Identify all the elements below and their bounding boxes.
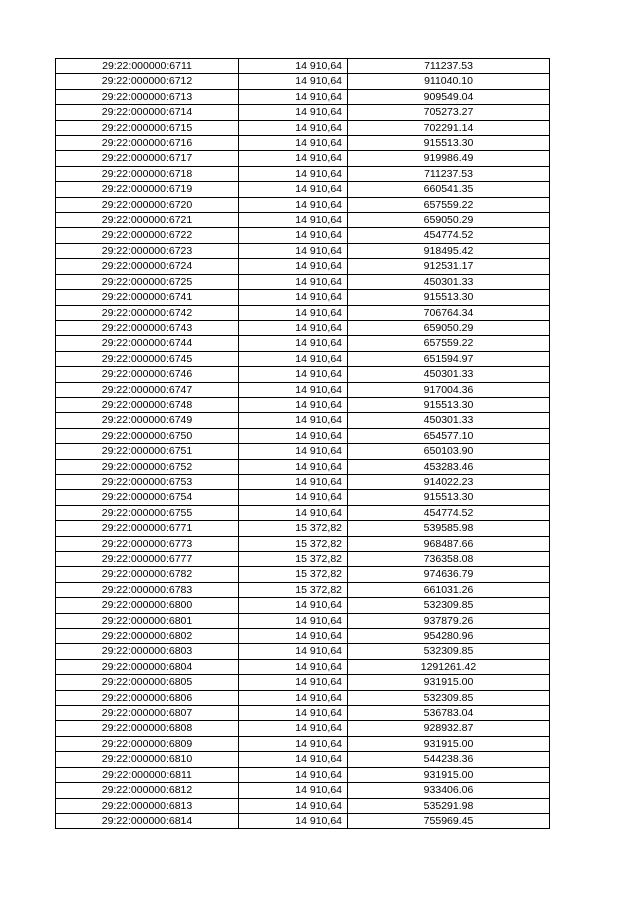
area-cell: 15 372,82 xyxy=(239,552,348,567)
area-cell: 14 910,64 xyxy=(239,444,348,459)
value-cell: 931915.00 xyxy=(348,736,550,751)
area-cell: 14 910,64 xyxy=(239,397,348,412)
value-cell: 911040.10 xyxy=(348,74,550,89)
cadastral-number-cell: 29:22:000000:6724 xyxy=(56,259,239,274)
value-cell: 918495.42 xyxy=(348,243,550,258)
cadastral-number-cell: 29:22:000000:6711 xyxy=(56,59,239,74)
value-cell: 532309.85 xyxy=(348,644,550,659)
cadastral-number-cell: 29:22:000000:6743 xyxy=(56,320,239,335)
table-row xyxy=(56,752,550,767)
area-cell: 14 910,64 xyxy=(239,274,348,289)
area-cell: 14 910,64 xyxy=(239,228,348,243)
cadastral-number-cell: 29:22:000000:6741 xyxy=(56,290,239,305)
area-cell: 14 910,64 xyxy=(239,459,348,474)
cadastral-number-cell: 29:22:000000:6723 xyxy=(56,243,239,258)
area-cell: 15 372,82 xyxy=(239,521,348,536)
cadastral-number-cell: 29:22:000000:6806 xyxy=(56,690,239,705)
value-cell: 933406.06 xyxy=(348,783,550,798)
value-cell: 659050.29 xyxy=(348,320,550,335)
value-cell: 915513.30 xyxy=(348,136,550,151)
cadastral-number-cell: 29:22:000000:6712 xyxy=(56,74,239,89)
cadastral-number-cell: 29:22:000000:6742 xyxy=(56,305,239,320)
table-row xyxy=(56,197,550,212)
value-cell: 954280.96 xyxy=(348,629,550,644)
table-row xyxy=(56,474,550,489)
cadastral-number-cell: 29:22:000000:6744 xyxy=(56,336,239,351)
table-row xyxy=(56,490,550,505)
area-cell: 14 910,64 xyxy=(239,736,348,751)
cadastral-number-cell: 29:22:000000:6800 xyxy=(56,598,239,613)
data-table xyxy=(55,58,550,829)
cadastral-number-cell: 29:22:000000:6805 xyxy=(56,675,239,690)
table-row xyxy=(56,305,550,320)
value-cell: 454774.52 xyxy=(348,505,550,520)
area-cell: 14 910,64 xyxy=(239,490,348,505)
value-cell: 657559.22 xyxy=(348,197,550,212)
area-cell: 14 910,64 xyxy=(239,813,348,828)
cadastral-number-cell: 29:22:000000:6717 xyxy=(56,151,239,166)
area-cell: 14 910,64 xyxy=(239,752,348,767)
area-cell: 14 910,64 xyxy=(239,213,348,228)
table-row xyxy=(56,74,550,89)
area-cell: 14 910,64 xyxy=(239,428,348,443)
area-cell: 14 910,64 xyxy=(239,798,348,813)
area-cell: 14 910,64 xyxy=(239,105,348,120)
value-cell: 535291.98 xyxy=(348,798,550,813)
cadastral-number-cell: 29:22:000000:6783 xyxy=(56,582,239,597)
cadastral-number-cell: 29:22:000000:6801 xyxy=(56,613,239,628)
area-cell: 14 910,64 xyxy=(239,182,348,197)
cadastral-number-cell: 29:22:000000:6748 xyxy=(56,397,239,412)
value-cell: 702291.14 xyxy=(348,120,550,135)
value-cell: 450301.33 xyxy=(348,367,550,382)
cadastral-number-cell: 29:22:000000:6720 xyxy=(56,197,239,212)
cadastral-number-cell: 29:22:000000:6749 xyxy=(56,413,239,428)
cadastral-number-cell: 29:22:000000:6722 xyxy=(56,228,239,243)
area-cell: 14 910,64 xyxy=(239,120,348,135)
area-cell: 14 910,64 xyxy=(239,413,348,428)
table-row xyxy=(56,89,550,104)
cadastral-number-cell: 29:22:000000:6811 xyxy=(56,767,239,782)
cadastral-number-cell: 29:22:000000:6812 xyxy=(56,783,239,798)
table-row xyxy=(56,798,550,813)
area-cell: 14 910,64 xyxy=(239,659,348,674)
value-cell: 450301.33 xyxy=(348,413,550,428)
table-row xyxy=(56,397,550,412)
value-cell: 453283.46 xyxy=(348,459,550,474)
table-row xyxy=(56,182,550,197)
value-cell: 928932.87 xyxy=(348,721,550,736)
value-cell: 919986.49 xyxy=(348,151,550,166)
cadastral-number-cell: 29:22:000000:6718 xyxy=(56,166,239,181)
table-row xyxy=(56,629,550,644)
value-cell: 931915.00 xyxy=(348,767,550,782)
table-row xyxy=(56,413,550,428)
cadastral-number-cell: 29:22:000000:6804 xyxy=(56,659,239,674)
cadastral-number-cell: 29:22:000000:6721 xyxy=(56,213,239,228)
cadastral-number-cell: 29:22:000000:6771 xyxy=(56,521,239,536)
area-cell: 14 910,64 xyxy=(239,767,348,782)
cadastral-number-cell: 29:22:000000:6719 xyxy=(56,182,239,197)
value-cell: 660541.35 xyxy=(348,182,550,197)
value-cell: 539585.98 xyxy=(348,521,550,536)
cadastral-number-cell: 29:22:000000:6745 xyxy=(56,351,239,366)
table-row xyxy=(56,598,550,613)
table-row xyxy=(56,120,550,135)
table-row xyxy=(56,736,550,751)
area-cell: 15 372,82 xyxy=(239,536,348,551)
area-cell: 14 910,64 xyxy=(239,783,348,798)
cadastral-number-cell: 29:22:000000:6755 xyxy=(56,505,239,520)
area-cell: 15 372,82 xyxy=(239,567,348,582)
area-cell: 14 910,64 xyxy=(239,644,348,659)
table-row xyxy=(56,259,550,274)
table-row xyxy=(56,228,550,243)
cadastral-number-cell: 29:22:000000:6809 xyxy=(56,736,239,751)
cadastral-number-cell: 29:22:000000:6750 xyxy=(56,428,239,443)
value-cell: 454774.52 xyxy=(348,228,550,243)
value-cell: 544238.36 xyxy=(348,752,550,767)
table-row xyxy=(56,783,550,798)
value-cell: 968487.66 xyxy=(348,536,550,551)
cadastral-number-cell: 29:22:000000:6810 xyxy=(56,752,239,767)
cadastral-number-cell: 29:22:000000:6808 xyxy=(56,721,239,736)
cadastral-number-cell: 29:22:000000:6715 xyxy=(56,120,239,135)
table-row xyxy=(56,351,550,366)
value-cell: 650103.90 xyxy=(348,444,550,459)
table-row xyxy=(56,367,550,382)
table-row xyxy=(56,105,550,120)
value-cell: 651594.97 xyxy=(348,351,550,366)
area-cell: 14 910,64 xyxy=(239,598,348,613)
table-row xyxy=(56,382,550,397)
table-row xyxy=(56,521,550,536)
table-row xyxy=(56,320,550,335)
table-row xyxy=(56,290,550,305)
value-cell: 654577.10 xyxy=(348,428,550,443)
cadastral-number-cell: 29:22:000000:6813 xyxy=(56,798,239,813)
value-cell: 532309.85 xyxy=(348,598,550,613)
table-row xyxy=(56,706,550,721)
value-cell: 711237.53 xyxy=(348,59,550,74)
cadastral-number-cell: 29:22:000000:6803 xyxy=(56,644,239,659)
table-row xyxy=(56,644,550,659)
table-row xyxy=(56,690,550,705)
cadastral-number-cell: 29:22:000000:6802 xyxy=(56,629,239,644)
table-row xyxy=(56,567,550,582)
area-cell: 14 910,64 xyxy=(239,305,348,320)
cadastral-number-cell: 29:22:000000:6782 xyxy=(56,567,239,582)
value-cell: 912531.17 xyxy=(348,259,550,274)
value-cell: 931915.00 xyxy=(348,675,550,690)
value-cell: 915513.30 xyxy=(348,290,550,305)
value-cell: 914022.23 xyxy=(348,474,550,489)
area-cell: 14 910,64 xyxy=(239,367,348,382)
cadastral-number-cell: 29:22:000000:6747 xyxy=(56,382,239,397)
table-row xyxy=(56,813,550,828)
area-cell: 14 910,64 xyxy=(239,721,348,736)
area-cell: 14 910,64 xyxy=(239,613,348,628)
area-cell: 14 910,64 xyxy=(239,675,348,690)
value-cell: 711237.53 xyxy=(348,166,550,181)
cadastral-number-cell: 29:22:000000:6752 xyxy=(56,459,239,474)
cadastral-number-cell: 29:22:000000:6773 xyxy=(56,536,239,551)
area-cell: 14 910,64 xyxy=(239,151,348,166)
table-row xyxy=(56,444,550,459)
cadastral-number-cell: 29:22:000000:6814 xyxy=(56,813,239,828)
table-row xyxy=(56,136,550,151)
value-cell: 659050.29 xyxy=(348,213,550,228)
cadastral-number-cell: 29:22:000000:6746 xyxy=(56,367,239,382)
table-row xyxy=(56,582,550,597)
table-row xyxy=(56,767,550,782)
cadastral-number-cell: 29:22:000000:6754 xyxy=(56,490,239,505)
table-body xyxy=(56,59,550,829)
area-cell: 15 372,82 xyxy=(239,582,348,597)
table-row xyxy=(56,459,550,474)
table-row xyxy=(56,151,550,166)
area-cell: 14 910,64 xyxy=(239,505,348,520)
area-cell: 14 910,64 xyxy=(239,351,348,366)
area-cell: 14 910,64 xyxy=(239,259,348,274)
value-cell: 974636.79 xyxy=(348,567,550,582)
table-row xyxy=(56,675,550,690)
value-cell: 532309.85 xyxy=(348,690,550,705)
value-cell: 917004.36 xyxy=(348,382,550,397)
area-cell: 14 910,64 xyxy=(239,474,348,489)
cadastral-number-cell: 29:22:000000:6716 xyxy=(56,136,239,151)
area-cell: 14 910,64 xyxy=(239,166,348,181)
value-cell: 661031.26 xyxy=(348,582,550,597)
value-cell: 705273.27 xyxy=(348,105,550,120)
area-cell: 14 910,64 xyxy=(239,320,348,335)
value-cell: 657559.22 xyxy=(348,336,550,351)
value-cell: 706764.34 xyxy=(348,305,550,320)
area-cell: 14 910,64 xyxy=(239,336,348,351)
cadastral-number-cell: 29:22:000000:6753 xyxy=(56,474,239,489)
area-cell: 14 910,64 xyxy=(239,690,348,705)
table-row xyxy=(56,552,550,567)
value-cell: 450301.33 xyxy=(348,274,550,289)
table-row xyxy=(56,505,550,520)
area-cell: 14 910,64 xyxy=(239,197,348,212)
area-cell: 14 910,64 xyxy=(239,136,348,151)
table-row xyxy=(56,659,550,674)
area-cell: 14 910,64 xyxy=(239,382,348,397)
area-cell: 14 910,64 xyxy=(239,290,348,305)
area-cell: 14 910,64 xyxy=(239,74,348,89)
table-row xyxy=(56,59,550,74)
value-cell: 915513.30 xyxy=(348,397,550,412)
table-row xyxy=(56,243,550,258)
area-cell: 14 910,64 xyxy=(239,59,348,74)
value-cell: 909549.04 xyxy=(348,89,550,104)
value-cell: 755969.45 xyxy=(348,813,550,828)
area-cell: 14 910,64 xyxy=(239,629,348,644)
table-row xyxy=(56,274,550,289)
area-cell: 14 910,64 xyxy=(239,243,348,258)
value-cell: 736358.08 xyxy=(348,552,550,567)
value-cell: 937879.26 xyxy=(348,613,550,628)
cadastral-number-cell: 29:22:000000:6751 xyxy=(56,444,239,459)
table-row xyxy=(56,721,550,736)
table-row xyxy=(56,428,550,443)
value-cell: 1291261.42 xyxy=(348,659,550,674)
table-row xyxy=(56,613,550,628)
cadastral-number-cell: 29:22:000000:6807 xyxy=(56,706,239,721)
table-row xyxy=(56,166,550,181)
cadastral-number-cell: 29:22:000000:6713 xyxy=(56,89,239,104)
table-row xyxy=(56,213,550,228)
cadastral-number-cell: 29:22:000000:6725 xyxy=(56,274,239,289)
area-cell: 14 910,64 xyxy=(239,89,348,104)
cadastral-number-cell: 29:22:000000:6777 xyxy=(56,552,239,567)
table-row xyxy=(56,336,550,351)
value-cell: 915513.30 xyxy=(348,490,550,505)
table-row xyxy=(56,536,550,551)
value-cell: 536783.04 xyxy=(348,706,550,721)
cadastral-number-cell: 29:22:000000:6714 xyxy=(56,105,239,120)
area-cell: 14 910,64 xyxy=(239,706,348,721)
